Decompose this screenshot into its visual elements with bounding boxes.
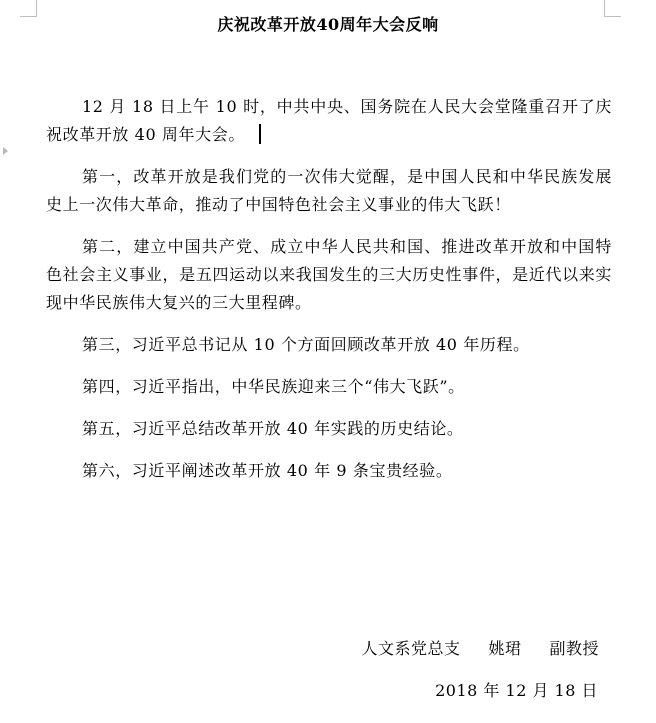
text-cursor — [259, 124, 261, 144]
paragraph-2: 第二，建立中国共产党、成立中华人民共和国、推进改革开放和中国特色社会主义事业，是五四运动以来我国发生的三大历史性事件，是近代以来实现中华民族伟大复兴的三大里程碑。 — [46, 237, 612, 312]
paragraph-intro — [46, 93, 612, 149]
signature-name: 姚珺 — [488, 639, 522, 658]
margin-marker-icon — [3, 147, 8, 155]
document-title: 庆祝改革开放40周年大会反响 — [217, 15, 439, 34]
signature-position: 副教授 — [549, 639, 599, 658]
paragraph-intro-text: 12 月 18 日上午 10 时，中共中央、国务院在人民大会堂隆重召开了庆祝改革开放 40 周年大会。 — [46, 97, 612, 144]
paragraph-1: 第一，改革开放是我们党的一次伟大觉醒，是中国人民和中华民族发展史上一次伟大革命，推动了中国特色社会主义事业的伟大飞跃！ — [46, 167, 612, 214]
document-date: 2018 年 12 月 18 日 — [435, 681, 598, 700]
paragraph-6: 第六，习近平阐述改革开放 40 年 9 条宝贵经验。 — [82, 461, 453, 480]
paragraph-5: 第五，习近平总结改革开放 40 年实践的历史结论。 — [82, 419, 464, 438]
document-body[interactable] — [46, 93, 612, 485]
paragraph-4: 第四，习近平指出，中华民族迎来三个“伟大飞跃”。 — [82, 377, 465, 396]
signature-line — [361, 637, 599, 661]
paragraph-3: 第三，习近平总书记从 10 个方面回顾改革开放 40 年历程。 — [82, 335, 530, 354]
signature-department: 人文系党总支 — [361, 639, 461, 658]
